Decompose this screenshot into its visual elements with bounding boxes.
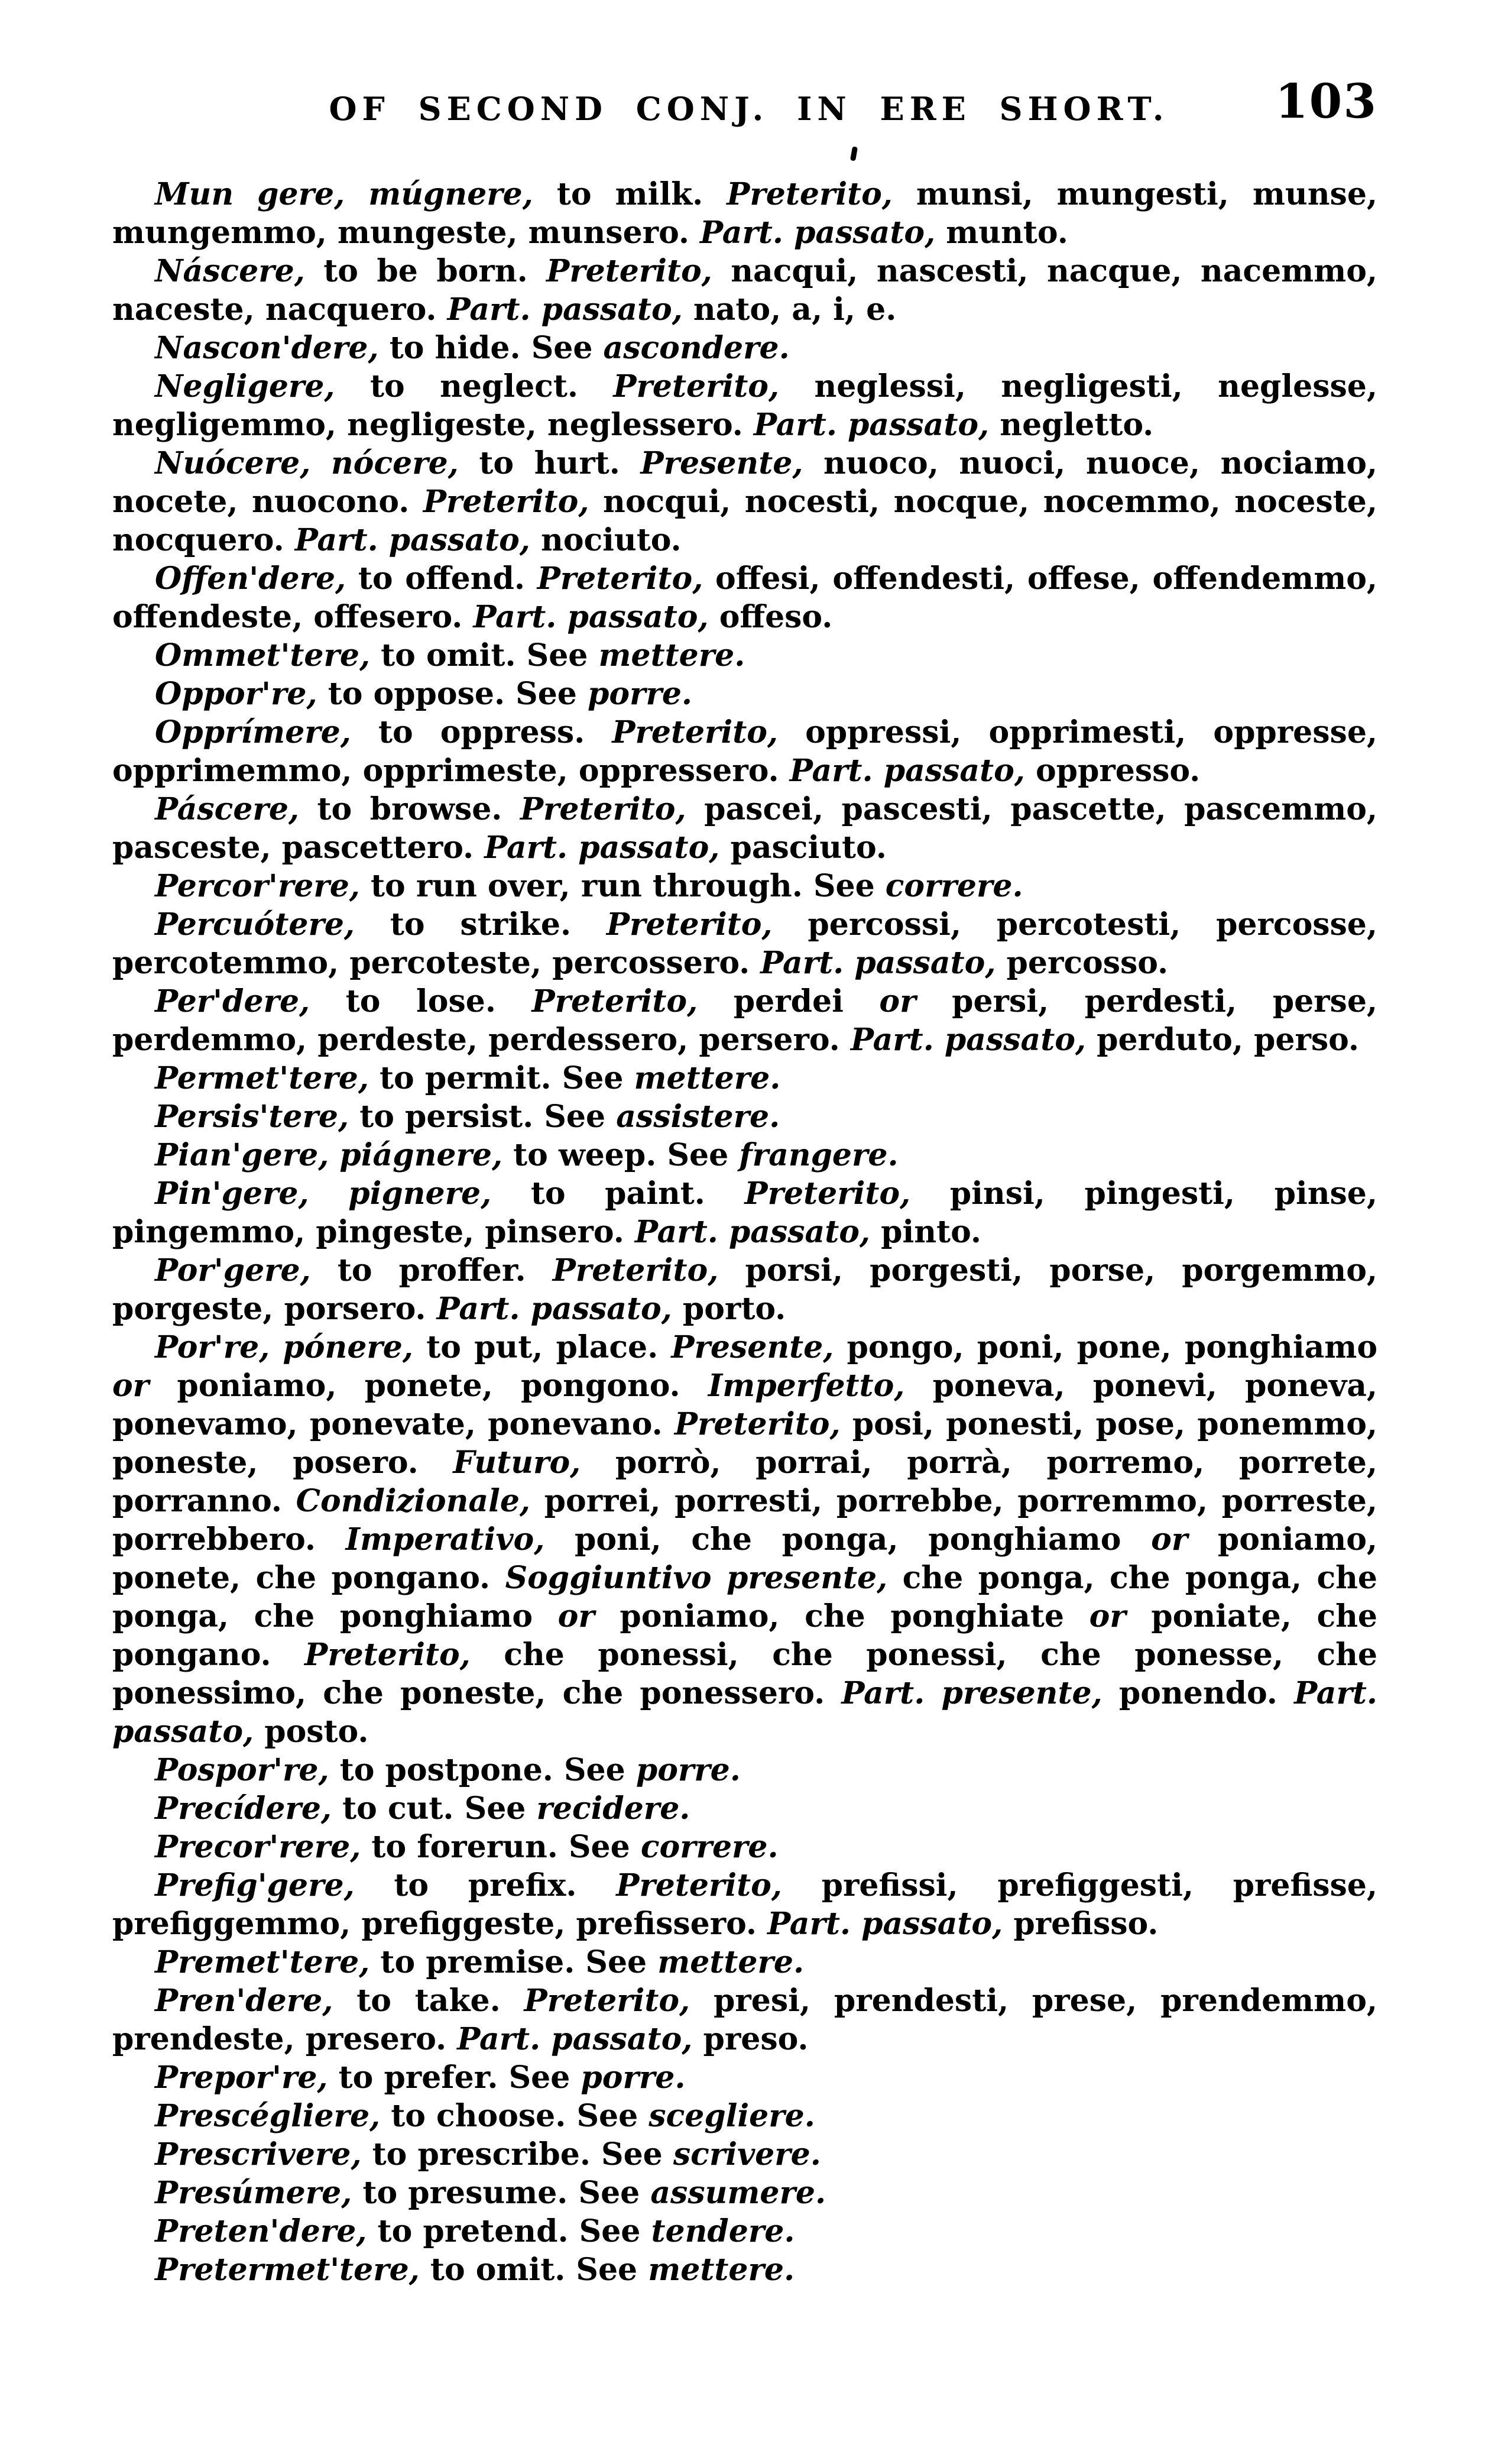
verb-entry <box>112 1097 1377 1136</box>
italic-text: Premet'tere, <box>155 1944 381 1980</box>
roman-text: oppresso. <box>1035 753 1201 789</box>
roman-text: to oppress. <box>378 714 612 750</box>
roman-text: to prefer. See <box>338 2060 581 2096</box>
italic-text: Preterito, <box>524 1983 714 2019</box>
italic-text: Percuótere, <box>155 906 390 943</box>
roman-text: pascei, pascesti, pascette, pascemmo, pasceste, pascettero. <box>112 791 1378 866</box>
verb-entry <box>112 1789 1377 1828</box>
italic-text: scegliere. <box>649 2098 815 2134</box>
italic-text: Preterito, <box>727 176 916 212</box>
roman-text: to presume. See <box>362 2175 651 2211</box>
roman-text: che ponessi, che ponessi, che ponesse, che ponessimo, che poneste, che ponessero. <box>112 1637 1377 1711</box>
roman-text: to milk. <box>556 176 727 212</box>
roman-text: to omit. See <box>381 637 599 674</box>
italic-text: Part. passato, <box>789 753 1036 789</box>
roman-text: to take. <box>356 1983 524 2019</box>
italic-text: Preterito, <box>304 1637 504 1673</box>
italic-text: assumere. <box>650 2175 826 2211</box>
roman-text: poniate, che pongano. <box>112 1598 1377 1673</box>
verb-entry <box>112 1866 1377 1943</box>
italic-text: Por're, pónere, <box>155 1329 427 1365</box>
italic-text: or <box>879 983 952 1019</box>
roman-text: poniamo, ponete, pongono. <box>177 1368 708 1404</box>
italic-text: Mun gere, múgnere, <box>155 176 557 212</box>
roman-text: to browse. <box>317 791 520 827</box>
roman-text: nato, a, i, e. <box>693 292 897 328</box>
page-number: 103 <box>1275 73 1377 129</box>
italic-text: mettere. <box>648 2252 795 2288</box>
roman-text: offesi, offendesti, offese, offendemmo, offendeste, offesero. <box>112 561 1378 635</box>
roman-text: porsi, porgesti, porse, porgemmo, porgeste, porsero. <box>112 1252 1377 1327</box>
italic-text: Part. passato, <box>484 830 731 866</box>
roman-text: perdei <box>733 983 880 1019</box>
italic-text: correre. <box>640 1829 779 1865</box>
verb-entry <box>112 329 1377 367</box>
italic-text: porre. <box>635 1752 741 1788</box>
italic-text: Presúmere, <box>155 2175 363 2211</box>
italic-text: Presente, <box>671 1329 847 1365</box>
roman-text: to pretend. See <box>377 2213 651 2249</box>
roman-text: to premise. See <box>380 1944 658 1980</box>
verb-entry <box>112 905 1377 982</box>
roman-text: munto. <box>946 215 1068 251</box>
verb-entry <box>112 1751 1377 1789</box>
roman-text: persi, perdesti, perse, perdemmo, perdeste, perdessero, persero. <box>112 983 1378 1058</box>
verb-entry <box>112 559 1377 636</box>
italic-text: Part. passato, <box>760 945 1007 981</box>
roman-text: prefissi, prefiggesti, prefisse, prefiggemmo, prefiggeste, prefissero. <box>112 1867 1377 1942</box>
italic-text: Part. passato, <box>112 1675 1377 1750</box>
italic-text: Part. passato, <box>457 2021 703 2057</box>
italic-text: Pren'dere, <box>155 1983 357 2019</box>
italic-text: scrivere. <box>673 2136 821 2172</box>
roman-text: preso. <box>703 2021 809 2057</box>
italic-text: or <box>1151 1521 1218 1558</box>
italic-text: Preten'dere, <box>155 2213 378 2249</box>
verb-entry <box>112 444 1377 559</box>
italic-text: recidere. <box>536 1790 690 1827</box>
italic-text: Negligere, <box>155 368 370 404</box>
italic-text: Preterito, <box>546 253 731 289</box>
roman-text: to lose. <box>345 983 532 1019</box>
italic-text: Opprímere, <box>155 714 378 750</box>
verb-entry <box>112 252 1377 329</box>
roman-text: neglessi, negligesti, neglesse, negligemmo, negligeste, neglessero. <box>112 368 1377 443</box>
roman-text: pongo, poni, pone, ponghiamo <box>847 1329 1378 1365</box>
italic-text: Imperativo, <box>345 1521 575 1558</box>
roman-text: to run over, run through. See <box>371 868 886 904</box>
roman-text: che ponga, che ponga, che ponga, che ponghiamo <box>112 1560 1377 1634</box>
italic-text: Offen'dere, <box>155 561 358 597</box>
roman-text: to cut. See <box>342 1790 537 1827</box>
italic-text: Pian'gere, piágnere, <box>155 1137 514 1173</box>
roman-text: porrei, porresti, porrebbe, porremmo, porreste, porrebbero. <box>112 1483 1377 1558</box>
roman-text: to strike. <box>390 906 607 943</box>
italic-text: porre. <box>588 676 693 712</box>
italic-text: Preterito, <box>537 561 716 597</box>
italic-text: Prefig'gere, <box>155 1867 394 1903</box>
roman-text: to put, place. <box>426 1329 672 1365</box>
italic-text: Precor'rere, <box>155 1829 372 1865</box>
italic-text: or <box>1089 1598 1152 1634</box>
italic-text: Part. passato, <box>767 1906 1014 1942</box>
roman-text: to offend. <box>358 561 537 597</box>
italic-text: Por'gere, <box>155 1252 338 1288</box>
italic-text: Páscere, <box>155 791 317 827</box>
roman-text: negletto. <box>1000 407 1154 443</box>
verb-entry <box>112 982 1377 1059</box>
roman-text: nociuto. <box>541 522 682 558</box>
italic-text: Nuócere, nócere, <box>155 445 479 481</box>
italic-text: ascondere. <box>603 330 790 366</box>
italic-text: mettere. <box>657 1944 805 1980</box>
italic-text: Oppor're, <box>155 676 328 712</box>
italic-text: Náscere, <box>155 253 324 289</box>
roman-text: ponendo. <box>1118 1675 1295 1711</box>
italic-text: Futuro, <box>453 1445 615 1481</box>
roman-text: to prefix. <box>394 1867 617 1903</box>
roman-text: nocqui, nocesti, nocque, nocemmo, noceste, nocquero. <box>112 484 1377 558</box>
italic-text: Part. passato, <box>473 599 719 635</box>
verb-entry <box>112 175 1377 252</box>
italic-text: or <box>557 1598 620 1634</box>
italic-text: Prescégliere, <box>155 2098 391 2134</box>
verb-entry <box>112 2097 1377 2135</box>
verb-entry <box>112 2212 1377 2251</box>
verb-entries-list <box>112 175 1377 2289</box>
italic-text: correre. <box>885 868 1023 904</box>
roman-text: poniamo, che ponghiate <box>620 1598 1090 1634</box>
verb-entry <box>112 1943 1377 1981</box>
roman-text: to weep. See <box>513 1137 740 1173</box>
roman-text: pinto. <box>881 1214 981 1250</box>
italic-text: Precídere, <box>155 1790 343 1827</box>
roman-text: to paint. <box>530 1176 745 1212</box>
italic-text: Prescrivere, <box>155 2136 372 2172</box>
italic-text: Prepor're, <box>155 2060 339 2096</box>
italic-text: Condizionale, <box>296 1483 544 1519</box>
roman-text: nuoco, nuoci, nuoce, nociamo, nocete, nuocono. <box>112 445 1377 520</box>
roman-text: poneva, ponevi, poneva, ponevamo, ponevate, ponevano. <box>112 1368 1377 1442</box>
roman-text: percosso. <box>1006 945 1169 981</box>
roman-text: munsi, mungesti, munse, mungemmo, mungeste, munsero. <box>112 176 1378 251</box>
roman-text: to omit. See <box>430 2252 649 2288</box>
roman-text: to persist. See <box>359 1099 617 1135</box>
roman-text: to permit. See <box>380 1060 634 1096</box>
italic-text: Pospor're, <box>155 1752 340 1788</box>
verb-entry <box>112 1059 1377 1097</box>
italic-text: Preterito, <box>613 368 815 404</box>
verb-entry <box>112 1328 1377 1751</box>
roman-text: pasciuto. <box>730 830 887 866</box>
italic-text: Pretermet'tere, <box>155 2252 430 2288</box>
verb-entry <box>112 790 1377 867</box>
italic-text: Soggiuntivo presente, <box>505 1560 903 1596</box>
verb-entry <box>112 675 1377 713</box>
italic-text: Part. passato, <box>447 292 693 328</box>
verb-entry <box>112 2174 1377 2212</box>
roman-text: porrò, porrai, porrà, porremo, porrete, porranno. <box>112 1445 1377 1519</box>
italic-text: Preterito, <box>612 714 806 750</box>
italic-text: Imperfetto, <box>708 1368 933 1404</box>
roman-text: offeso. <box>719 599 833 635</box>
italic-text: Preterito, <box>520 791 705 827</box>
roman-text: presi, prendesti, prese, prendemmo, prendeste, presero. <box>112 1983 1377 2057</box>
verb-entry <box>112 1828 1377 1866</box>
italic-text: Pin'gere, pignere, <box>155 1176 531 1212</box>
roman-text: to hide. See <box>389 330 604 366</box>
roman-text: prefisso. <box>1013 1906 1159 1942</box>
italic-text: Part. passato, <box>754 407 1000 443</box>
running-header-title: OF SECOND CONJ. IN ERE SHORT. <box>329 90 1169 128</box>
italic-text: Part. passato, <box>850 1022 1097 1058</box>
verb-entry <box>112 1251 1377 1328</box>
roman-text: oppressi, opprimesti, oppresse, opprimemmo, opprimeste, oppressero. <box>112 714 1378 789</box>
italic-text: Persis'tere, <box>155 1099 360 1135</box>
roman-text: porto. <box>682 1291 786 1327</box>
italic-text: mettere. <box>634 1060 781 1096</box>
italic-text: Preterito, <box>744 1176 950 1212</box>
italic-text: Preterito, <box>531 983 734 1019</box>
ink-artifact <box>850 146 858 161</box>
verb-entry <box>112 1981 1377 2058</box>
italic-text: Preterito, <box>606 906 808 943</box>
roman-text: to be born. <box>323 253 547 289</box>
roman-text: percossi, percotesti, percosse, percotemmo, percoteste, percossero. <box>112 906 1377 981</box>
italic-text: tendere. <box>651 2213 795 2249</box>
roman-text: to prescribe. See <box>372 2136 673 2172</box>
italic-text: Presente, <box>640 445 824 481</box>
verb-entry <box>112 636 1377 675</box>
italic-text: Per'dere, <box>155 983 346 1019</box>
italic-text: Ommet'tere, <box>155 637 381 674</box>
roman-text: perduto, perso. <box>1097 1022 1360 1058</box>
italic-text: Part. passato, <box>436 1291 683 1327</box>
verb-entry <box>112 2058 1377 2097</box>
italic-text: Part. passato, <box>700 215 946 251</box>
verb-entry <box>112 1174 1377 1251</box>
verb-entry <box>112 1136 1377 1174</box>
italic-text: Part. passato, <box>294 522 542 558</box>
italic-text: Preterito, <box>423 484 604 520</box>
italic-text: Permet'tere, <box>155 1060 380 1096</box>
roman-text: pinsi, pingesti, pinse, pingemmo, pingeste, pinsero. <box>112 1176 1377 1250</box>
italic-text: or <box>112 1368 177 1404</box>
italic-text: mettere. <box>598 637 745 674</box>
roman-text: poniamo, ponete, che pongano. <box>112 1521 1377 1596</box>
roman-text: to hurt. <box>479 445 641 481</box>
italic-text: porre. <box>581 2060 686 2096</box>
verb-entry <box>112 2135 1377 2174</box>
italic-text: Percor'rere, <box>155 868 371 904</box>
roman-text: to postpone. See <box>339 1752 636 1788</box>
roman-text: to forerun. See <box>371 1829 641 1865</box>
italic-text: frangere. <box>739 1137 899 1173</box>
roman-text: nacqui, nascesti, nacque, nacemmo, naceste, nacquero. <box>112 253 1378 328</box>
italic-text: Preterito, <box>674 1406 852 1442</box>
verb-entry <box>112 2251 1377 2289</box>
italic-text: Preterito, <box>552 1252 745 1288</box>
italic-text: assistere. <box>616 1099 780 1135</box>
italic-text: Part. presente, <box>841 1675 1119 1711</box>
italic-text: Preterito, <box>616 1867 822 1903</box>
italic-text: Part. passato, <box>634 1214 881 1250</box>
roman-text: posi, ponesti, pose, ponemmo, poneste, posero. <box>112 1406 1377 1481</box>
roman-text: to proffer. <box>337 1252 553 1288</box>
roman-text: posto. <box>264 1714 369 1750</box>
verb-entry <box>112 367 1377 444</box>
roman-text: poni, che ponga, ponghiamo <box>575 1521 1152 1558</box>
roman-text: to neglect. <box>369 368 614 404</box>
roman-text: to oppose. See <box>328 676 588 712</box>
verb-entry <box>112 867 1377 905</box>
roman-text: to choose. See <box>391 2098 649 2134</box>
italic-text: Nascon'dere, <box>155 330 390 366</box>
verb-entry <box>112 713 1377 790</box>
